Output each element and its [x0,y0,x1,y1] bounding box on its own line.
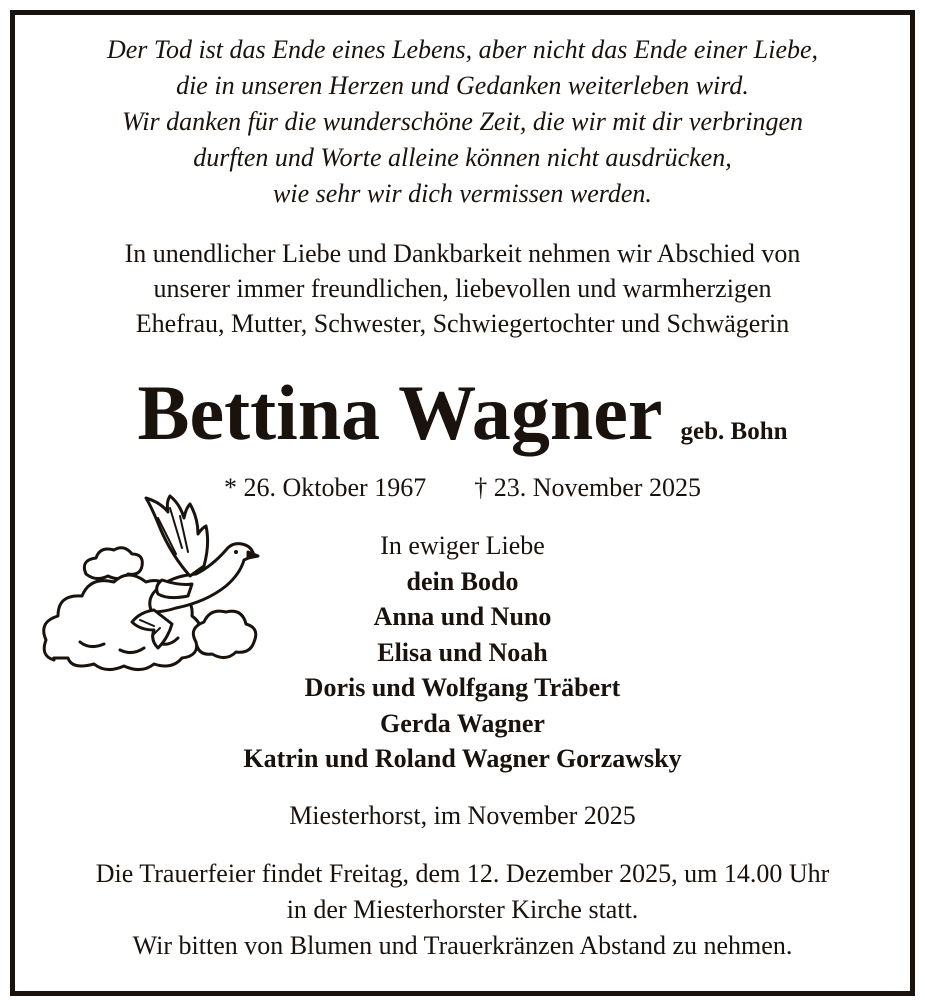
service-line: Wir bitten von Blumen und Trauerkränzen Abstand zu nehmen. [132,931,793,960]
funeral-service-info [0,856,925,964]
mourner-name: Gerda Wagner [380,708,545,738]
poem-line: die in unseren Herzen und Gedanken weiterleben wird. [176,71,749,100]
death-date: † 23. November 2025 [474,473,701,502]
service-line: in der Miesterhorster Kirche statt. [286,895,639,924]
place-and-date: Miesterhorst, im November 2025 [289,801,636,830]
mourner-name: Katrin und Roland Wagner Gorzawsky [243,744,682,773]
mourner-name: dein Bodo [406,566,519,596]
birth-name: geb. Bohn [680,418,788,445]
poem-line: wie sehr wir dich vermissen werden. [273,179,652,208]
intro-line: In unendlicher Liebe und Dankbarkeit nehmen wir Abschied von [124,239,801,268]
memorial-poem [0,32,925,212]
intro-line: Ehefrau, Mutter, Schwester, Schwiegertochter und Schwägerin [135,309,790,338]
mourner-name: Elisa und Noah [377,637,548,667]
poem-line: Wir danken für die wunderschöne Zeit, die wir mit dir verbringen [122,107,803,136]
farewell-intro [0,236,925,341]
poem-line: Der Tod ist das Ende eines Lebens, aber nicht das Ende einer Liebe, [106,35,819,64]
birth-date: * 26. Oktober 1967 [224,473,427,502]
service-line: Die Trauerfeier findet Freitag, dem 12. Dezember 2025, um 14.00 Uhr [95,859,830,888]
deceased-name: Bettina Wagner [137,369,663,456]
mourner-name: Anna und Nuno [373,602,552,631]
poem-line: durften und Worte alleine können nicht ausdrücken, [193,143,732,172]
mourners-lead: In ewiger Liebe [380,531,545,560]
mourners-list [0,528,925,777]
mourner-name: Doris und Wolfgang Träbert [304,673,621,702]
intro-line: unserer immer freundlichen, liebevollen und warmherzigen [153,274,772,303]
deceased-name-row [0,368,925,458]
